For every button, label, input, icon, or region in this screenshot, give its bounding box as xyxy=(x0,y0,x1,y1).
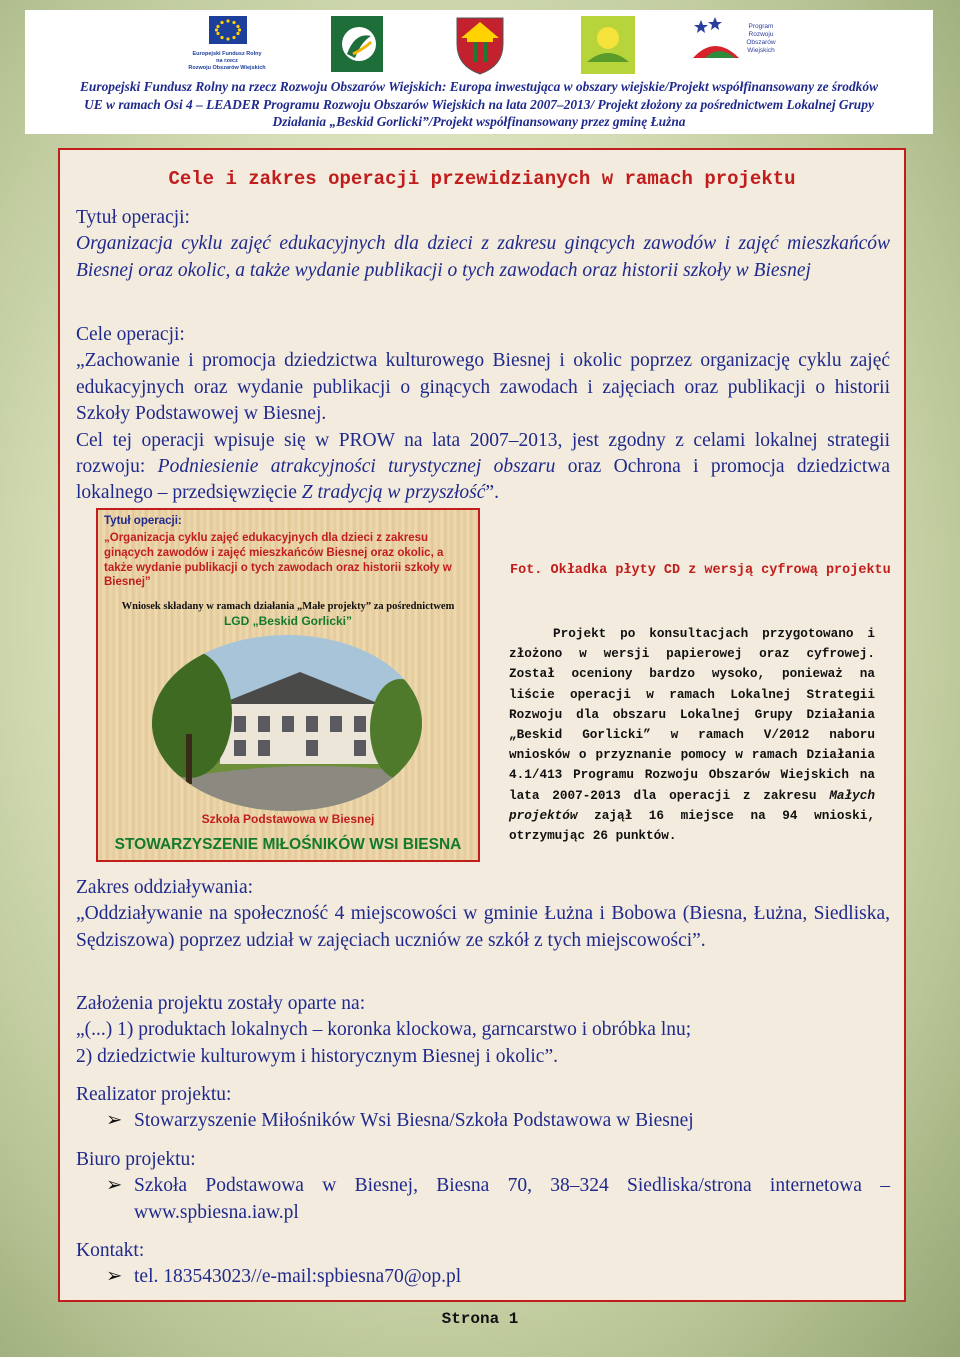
lgd-beskid-logo xyxy=(577,14,639,76)
tytul-label: Tytuł operacji: xyxy=(76,207,190,228)
eu-logo-text-1: Europejski Fundusz Rolny xyxy=(192,51,262,57)
zalozenia-line-2: 2) dziedzictwie kulturowym i historycznym Biesnej i okolic”. xyxy=(76,1045,558,1067)
side-text-a: Projekt po konsultacjach przygotowano i złożono w wersji papierowej oraz cyfrowej. Został oceniony bardzo wysoko, ponieważ na liście operacji w ramach Lokalnej Strategii Rozwoju dla obszaru Lokalnej Grupy Działania „Beskid Gorlicki” w ramach V/2012 naboru wniosków o przyznanie pomocy w ramach Działania 4.1/413 Programu Rozwoju Obszarów Wiejskich na lata 2007-2013 dla operacji z zakresu xyxy=(509,626,875,803)
main-title: Cele i zakres operacji przewidzianych w ramach projektu xyxy=(168,168,796,190)
section-cele xyxy=(76,322,890,507)
cele-p2-e: ”. xyxy=(485,482,499,504)
section-kontakt xyxy=(76,1238,890,1291)
arrow-bullet-icon: ➢ xyxy=(106,1110,123,1132)
biuro-item xyxy=(76,1173,890,1226)
page-number: Strona 1 xyxy=(441,1310,519,1328)
section-zakres xyxy=(76,875,890,954)
section-biuro xyxy=(76,1147,890,1226)
cd-cover-image xyxy=(96,508,480,862)
flyer-application-text: Wniosek składany w ramach działania „Małe projekty” za pośrednictwem xyxy=(121,601,455,612)
flyer-title-label: Tytuł operacji: xyxy=(104,515,182,527)
prow-logo-text-3: Obszarów xyxy=(746,39,776,46)
flyer-association-name: STOWARZYSZENIE MIŁOŚNIKÓW WSI BIESNA xyxy=(114,836,462,853)
photo-caption: Fot. Okładka płyty CD z wersją cyfrową projektu xyxy=(510,563,891,578)
project-evaluation-text xyxy=(509,624,875,846)
arrow-bullet-icon: ➢ xyxy=(106,1175,123,1197)
cele-p2-c: oraz Ochrona i promocja dziedzictwa lokalnego – przedsięwzięcie xyxy=(76,456,890,504)
zakres-label: Zakres oddziaływania: xyxy=(76,877,254,898)
prow-logo xyxy=(685,14,785,76)
zakres-text: „Oddziaływanie na społeczność 4 miejscowości w gminie Łużna i Bobowa (Biesna, Łużna, Siedliska, Sędziszowa) poprzez udział w zajęciach uczniów ze szkół z tych miejscowości”. xyxy=(76,903,890,951)
coat-of-arms-logo xyxy=(453,14,507,76)
header-text xyxy=(25,78,933,131)
side-text-b: Małych projektów xyxy=(509,787,875,823)
realizator-item xyxy=(76,1108,890,1134)
cele-label: Cele operacji: xyxy=(76,324,185,345)
prow-logo-text-1: Program xyxy=(748,23,774,30)
header-banner xyxy=(25,10,933,134)
kontakt-item xyxy=(76,1264,890,1290)
zalozenia-line-1: „(...) 1) produktach lokalnych – koronka klockowa, garncarstwo i obróbka lnu; xyxy=(76,1019,692,1041)
cele-p2-a: Cel tej operacji wpisuje się w PROW na lata 2007–2013, jest zgodny z celami lokalnej strategii rozwoju: xyxy=(76,429,890,478)
side-text-c: zajął 16 miejsce na 94 wnioski, otrzymując 26 punktów. xyxy=(509,807,875,844)
eu-logo-text-3: Rozwoju Obszarów Wiejskich xyxy=(188,65,266,71)
leader-logo xyxy=(325,14,387,76)
section-tytul xyxy=(76,205,890,284)
section-zalozenia xyxy=(76,991,890,1070)
header-line-1: Europejski Fundusz Rolny na rzecz Rozwoju Obszarów Wiejskich: Europa inwestująca w obszary wiejskie/Projekt współfinansowany ze środków xyxy=(79,79,878,94)
section-realizator xyxy=(76,1082,890,1135)
header-line-3: Działania „Beskid Gorlicki”/Projekt współfinansowany przez gminę Łużna xyxy=(272,114,686,129)
header-line-2: UE w ramach Osi 4 – LEADER Programu Rozwoju Obszarów Wiejskich na lata 2007–2013/ Projekt złożony za pośrednictwem Lokalnej Grupy xyxy=(84,96,874,112)
tytul-text: Organizacja cyklu zajęć edukacyjnych dla dzieci z zakresu ginących zawodów i zajęć mieszkańców Biesnej oraz okolic, a także wydanie publikacji o tych zawodach oraz historii szkoły w Biesnej xyxy=(76,233,890,281)
arrow-bullet-icon: ➢ xyxy=(106,1266,123,1288)
cele-p2-d: Z tradycją w przyszłość xyxy=(301,482,486,504)
kontakt-text: tel. 183543023//e-mail:spbiesna70@op.pl xyxy=(134,1266,462,1288)
content-panel xyxy=(58,148,906,1302)
biuro-label: Biuro projektu: xyxy=(76,1149,196,1170)
eu-logo-text-2: na rzecz xyxy=(216,58,238,64)
zalozenia-label: Założenia projektu zostały oparte na: xyxy=(76,993,366,1014)
cele-p2-b: Podniesienie atrakcyjności turystycznej obszaru xyxy=(157,456,556,478)
cele-quote: „Zachowanie i promocja dziedzictwa kulturowego Biesnej i okolic poprzez organizację cyklu zajęć edukacyjnych oraz wydanie publikacji o ginących zawodach i zajęciach oraz publikacji o historii Szkoły Podstawowej w Biesnej. xyxy=(76,350,890,425)
eu-flag-logo xyxy=(187,14,267,74)
logo-strip xyxy=(25,14,933,80)
flyer-school-name: Szkoła Podstawowa w Biesnej xyxy=(201,812,375,826)
cele-paragraph xyxy=(76,428,890,507)
realizator-label: Realizator projektu: xyxy=(76,1084,232,1105)
realizator-text: Stowarzyszenie Miłośników Wsi Biesna/Szkoła Podstawowa w Biesnej xyxy=(134,1110,694,1132)
school-photo xyxy=(150,634,424,812)
flyer-lgd-name: LGD „Beskid Gorlicki” xyxy=(223,614,353,628)
prow-logo-text-2: Rozwoju xyxy=(748,31,774,38)
flyer-title-text: „Organizacja cyklu zajęć edukacyjnych dla dzieci z zakresu ginących zawodów i zajęć mieszkańców Biesnej oraz okolic, a także wydanie publikacji o tych zawodach oraz historii szkoły w Biesnej” xyxy=(104,532,452,589)
kontakt-label: Kontakt: xyxy=(76,1240,145,1261)
prow-logo-text-4: Wiejskich xyxy=(747,47,775,54)
biuro-text: Szkoła Podstawowa w Biesnej, Biesna 70, 38–324 Siedliska/strona internetowa – www.spbiesna.iaw.pl xyxy=(134,1175,890,1223)
